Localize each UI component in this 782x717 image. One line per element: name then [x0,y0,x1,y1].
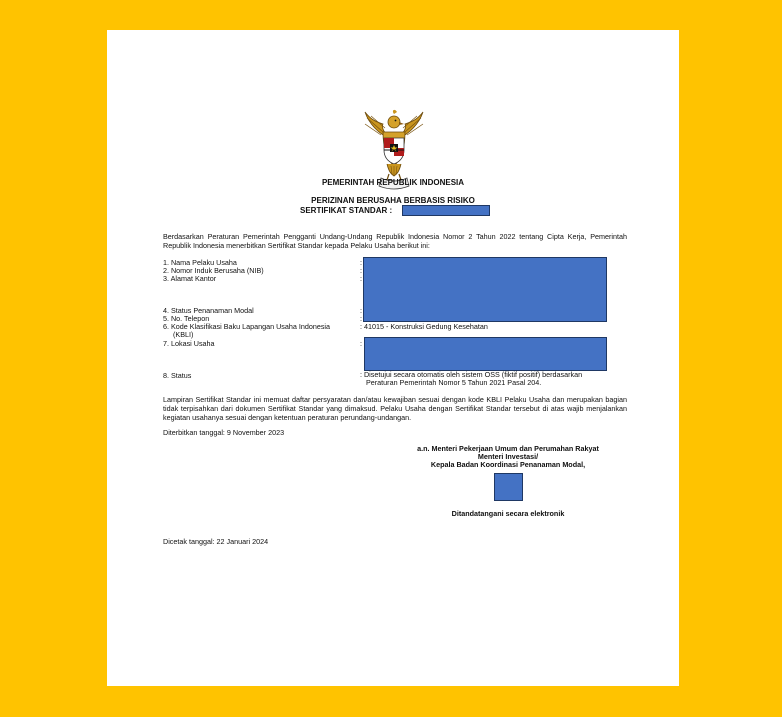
status-value-line1: : Disetujui secara otomatis oleh sistem OSS (fiktif positif) berdasarkan [360,370,583,379]
colon: : [360,258,362,267]
location-redaction [364,337,607,371]
field-investment-status-label: 4. Status Penanaman Modal [163,306,254,315]
applicant-details-redaction [363,257,607,322]
signature-line-2: Menteri Investasi/ [477,452,539,461]
field-phone-label: 5. No. Telepon [163,314,210,323]
field-business-name-label: 1. Nama Pelaku Usaha [163,258,237,267]
electronic-signature-note: Ditandatangani secara elektronik [451,509,565,518]
colon: : [360,339,362,348]
field-status-label: 8. Status [163,371,192,380]
kbli-value: : 41015 - Konstruksi Gedung Kesehatan [360,322,488,331]
intro-paragraph: Berdasarkan Peraturan Pemerintah Pengganti Undang-Undang Republik Indonesia Nomor 2 Tahun 2022 tentang Cipta Kerja, Pemerintah Republik Indonesia menerbitkan Sertifikat Standar kepada Pelaku Usaha berikut ini: [163,232,627,250]
attachment-note: Lampiran Sertifikat Standar ini memuat daftar persyaratan dan/atau kewajiban sesuai dengan kode KBLI Pelaku Usaha dan merupakan bagian tidak terpisahkan dari dokumen Sertifikat Standar yang dimaksud. Pelaku Usaha dengan Sertifikat Standar tersebut di atas wajib menjalankan kegiatan usahanya sesuai dengan ketentuan peraturan perundang-undangan. [163,395,627,422]
certificate-page [107,30,679,686]
field-kbli-label: 6. Kode Klasifikasi Baku Lapangan Usaha Indonesia [163,322,331,331]
status-value-line2: Peraturan Pemerintah Nomor 5 Tahun 2021 Pasal 204. [366,378,542,387]
colon: : [360,306,362,315]
colon: : [360,274,362,283]
qr-code-redaction [494,473,523,501]
field-kbli-label-cont: (KBLI) [173,330,194,339]
certificate-number-redaction [402,205,490,216]
certificate-label: SERTIFIKAT STANDAR : [300,206,393,215]
field-nib-label: 2. Nomor Induk Berusaha (NIB) [163,266,264,275]
license-title: PERIZINAN BERUSAHA BERBASIS RISIKO [311,196,475,205]
signature-line-3: Kepala Badan Koordinasi Penanaman Modal, [430,460,586,469]
government-heading: PEMERINTAH REPUBLIK INDONESIA [321,178,465,187]
printed-date: Dicetak tanggal: 22 Januari 2024 [163,537,269,546]
field-business-location-label: 7. Lokasi Usaha [163,339,215,348]
field-office-address-label: 3. Alamat Kantor [163,274,217,283]
issued-date: Diterbitkan tanggal: 9 November 2023 [163,428,285,437]
colon: : [360,314,362,323]
colon: : [360,266,362,275]
signature-line-1: a.n. Menteri Pekerjaan Umum dan Perumahan Rakyat [417,444,599,453]
